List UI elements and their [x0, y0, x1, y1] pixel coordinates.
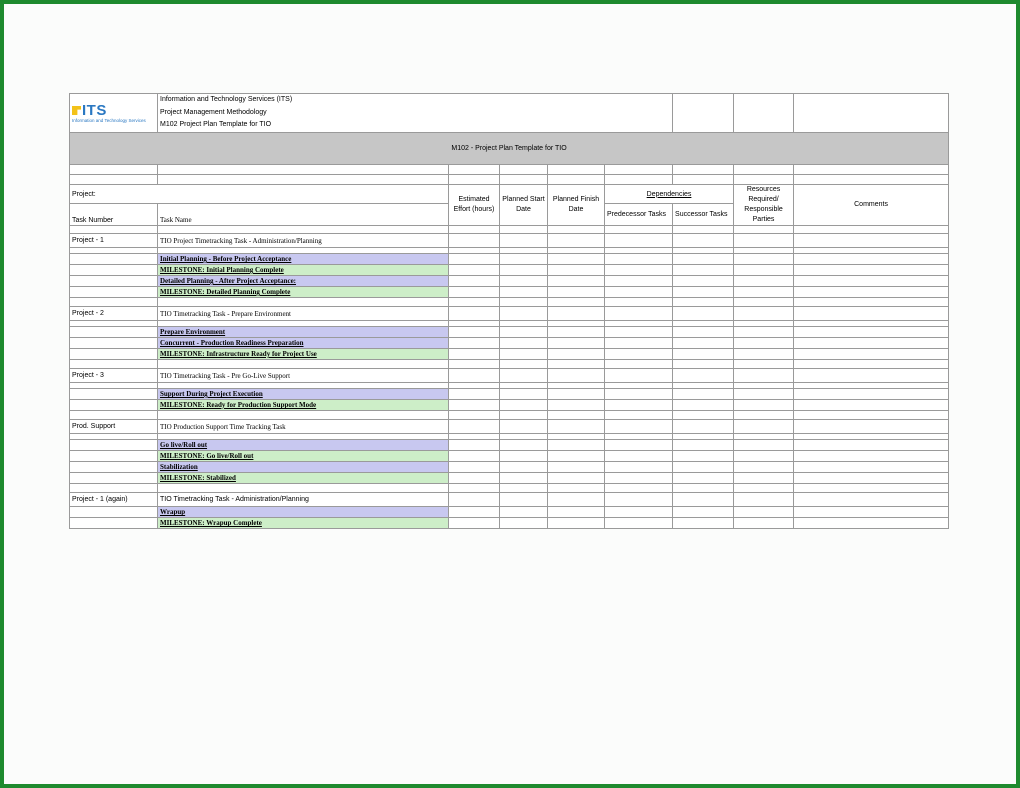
- col-dependencies: Dependencies: [605, 185, 734, 204]
- task-name[interactable]: Go live/Roll out: [158, 440, 449, 451]
- section-id: Project - 1 (again): [70, 493, 158, 507]
- task-row: [70, 276, 949, 287]
- milestone-name[interactable]: MILESTONE: Stabilized: [158, 473, 449, 484]
- spacer-row: [70, 226, 949, 234]
- org-line-2: Project Management Methodology: [160, 108, 267, 116]
- spacer-row: [70, 411, 949, 420]
- section-title: TIO Timetracking Task - Administration/Planning: [158, 493, 449, 507]
- task-name[interactable]: Stabilization: [158, 462, 449, 473]
- section-header-row: [70, 493, 949, 507]
- org-header: [158, 94, 673, 133]
- milestone-row: [70, 349, 949, 360]
- milestone-name[interactable]: MILESTONE: Infrastructure Ready for Project Use: [158, 349, 449, 360]
- task-row: [70, 254, 949, 265]
- col-successor: Successor Tasks: [673, 204, 734, 226]
- spacer-row: [70, 360, 949, 369]
- section-header-row: [70, 420, 949, 434]
- logo-subtitle: Information and Technology Services: [72, 117, 146, 123]
- task-name[interactable]: Wrapup: [158, 507, 449, 518]
- logo-block-m-icon: [72, 106, 81, 115]
- task-row: [70, 327, 949, 338]
- sheet-banner: M102 - Project Plan Template for TIO: [70, 133, 949, 165]
- col-task-name: Task Name: [158, 204, 449, 226]
- org-line-3: M102 Project Plan Template for TIO: [160, 121, 272, 129]
- milestone-name[interactable]: MILESTONE: Detailed Planning Complete: [158, 287, 449, 298]
- spacer-row: [70, 484, 949, 493]
- milestone-row: [70, 518, 949, 529]
- col-start: Planned Start Date: [500, 185, 548, 226]
- section-id: Prod. Support: [70, 420, 158, 434]
- spacer-row: [70, 298, 949, 307]
- project-plan-sheet: [69, 93, 949, 529]
- col-predecessor: Predecessor Tasks: [605, 204, 673, 226]
- milestone-row: [70, 451, 949, 462]
- section-title: TIO Timetracking Task - Pre Go-Live Support: [158, 369, 449, 383]
- section-id: Project - 1: [70, 234, 158, 248]
- col-finish: Planned Finish Date: [548, 185, 605, 226]
- section-id: Project - 3: [70, 369, 158, 383]
- milestone-name[interactable]: MILESTONE: Initial Planning Complete: [158, 265, 449, 276]
- task-row: [70, 389, 949, 400]
- section-title: TIO Timetracking Task - Prepare Environment: [158, 307, 449, 321]
- col-comments: Comments: [794, 185, 949, 226]
- section-header-row: [70, 307, 949, 321]
- task-name[interactable]: Detailed Planning - After Project Acceptance:: [158, 276, 449, 287]
- project-label: Project:: [70, 185, 449, 204]
- col-resources: Resources Required/ Responsible Parties: [734, 185, 794, 226]
- task-name[interactable]: Initial Planning - Before Project Acceptance: [158, 254, 449, 265]
- col-task-number: Task Number: [70, 204, 158, 226]
- task-row: [70, 507, 949, 518]
- task-name[interactable]: Prepare Environment: [158, 327, 449, 338]
- task-row: [70, 440, 949, 451]
- logo-text: ITS: [82, 101, 107, 119]
- its-logo: [72, 101, 155, 123]
- task-row: [70, 338, 949, 349]
- section-title: TIO Project Timetracking Task - Administration/Planning: [158, 234, 449, 248]
- section-id: Project - 2: [70, 307, 158, 321]
- milestone-name[interactable]: MILESTONE: Wrapup Complete: [158, 518, 449, 529]
- task-name[interactable]: Support During Project Execution: [158, 389, 449, 400]
- section-title: TIO Production Support Time Tracking Task: [158, 420, 449, 434]
- milestone-row: [70, 287, 949, 298]
- section-header-row: [70, 234, 949, 248]
- milestone-row: [70, 265, 949, 276]
- org-line-1: Information and Technology Services (ITS): [160, 96, 293, 104]
- milestone-name[interactable]: MILESTONE: Ready for Production Support Mode: [158, 400, 449, 411]
- milestone-name[interactable]: MILESTONE: Go live/Roll out: [158, 451, 449, 462]
- logo-cell: [70, 94, 158, 133]
- milestone-row: [70, 473, 949, 484]
- milestone-row: [70, 400, 949, 411]
- section-header-row: [70, 369, 949, 383]
- task-name[interactable]: Concurrent - Production Readiness Preparation: [158, 338, 449, 349]
- col-effort: Estimated Effort (hours): [449, 185, 500, 226]
- task-row: [70, 462, 949, 473]
